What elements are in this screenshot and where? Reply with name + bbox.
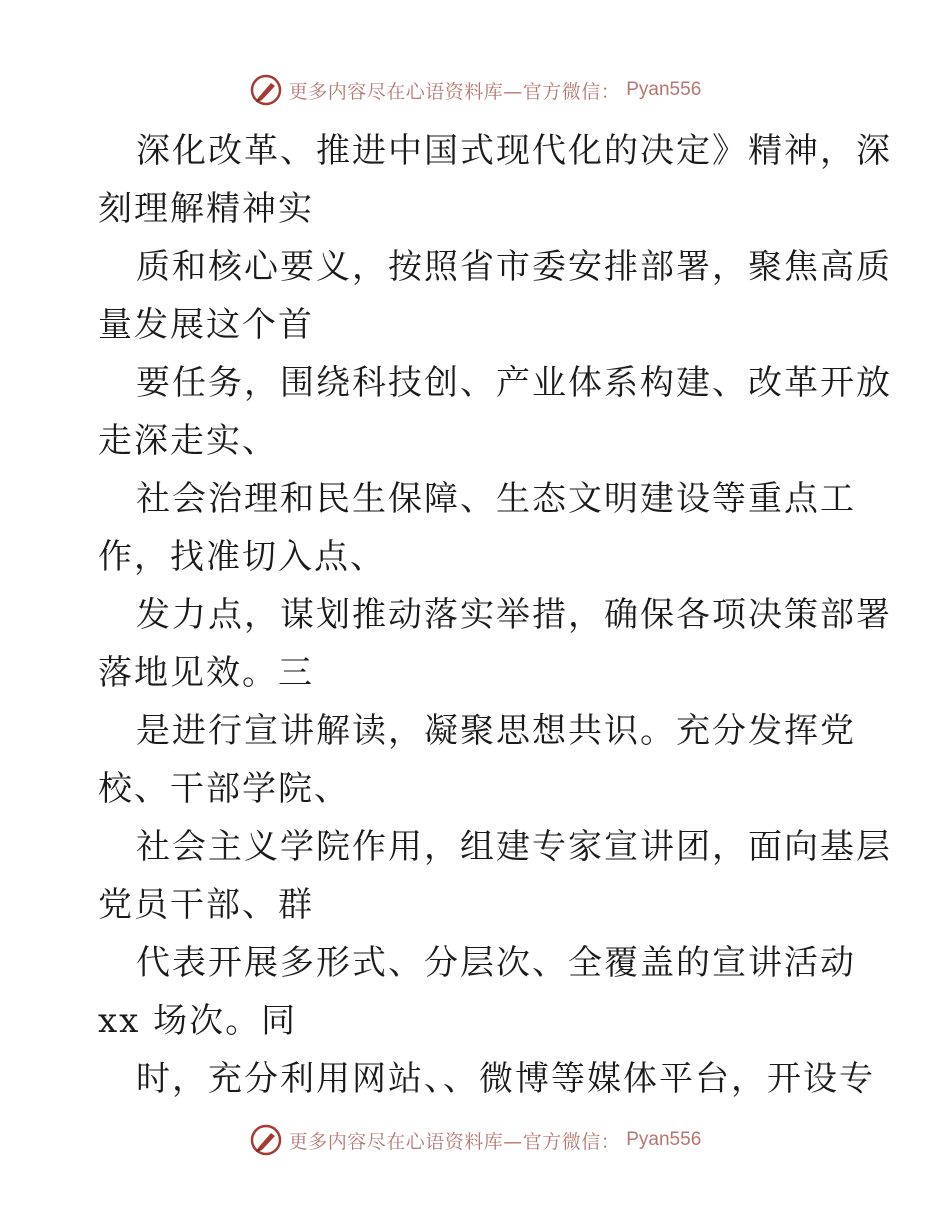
watermark-text: 更多内容尽在心语资料库—官方微信：: [288, 80, 621, 103]
watermark-handle: Pyan556: [626, 1129, 702, 1150]
text-line: 时，充分利用网站、、微博等媒体平台，开设专: [136, 1059, 875, 1099]
text-line: 要任务，围绕科技创、产业体系构建、改革开放: [136, 363, 892, 403]
document-body: [98, 122, 892, 1108]
text-line: 社会主义学院作用，组建专家宣讲团，面向基层: [136, 827, 892, 867]
text-line: 校、干部学院、: [98, 769, 350, 809]
pen-logo-icon: [249, 1123, 283, 1157]
text-line: 是进行宣讲解读，凝聚思想共识。充分发挥党: [136, 711, 856, 751]
text-line: 发力点，谋划推动落实举措，确保各项决策部署: [136, 595, 892, 635]
text-line: 深化改革、推进中国式现代化的决定》精神，深: [136, 131, 892, 171]
text-line: 党员干部、群: [98, 885, 314, 925]
text-line: 走深走实、: [98, 421, 278, 461]
header-watermark: [0, 70, 950, 110]
text-line: 落地见效。三: [98, 653, 314, 693]
text-line: 刻理解精神实: [98, 189, 314, 229]
text-line: 质和核心要义，按照省市委安排部署，聚焦高质: [136, 247, 892, 287]
text-line: xx 场次。同: [98, 1001, 298, 1041]
watermark-handle: Pyan556: [626, 79, 702, 100]
text-line: 量发展这个首: [98, 305, 314, 345]
pen-logo-icon: [249, 73, 283, 107]
text-line: 代表开展多形式、分层次、全覆盖的宣讲活动: [136, 943, 856, 983]
footer-watermark: [0, 1120, 950, 1160]
watermark-text: 更多内容尽在心语资料库—官方微信：: [288, 1130, 621, 1153]
text-line: 作，找准切入点、: [98, 537, 386, 577]
text-line: 社会治理和民生保障、生态文明建设等重点工: [136, 479, 856, 519]
